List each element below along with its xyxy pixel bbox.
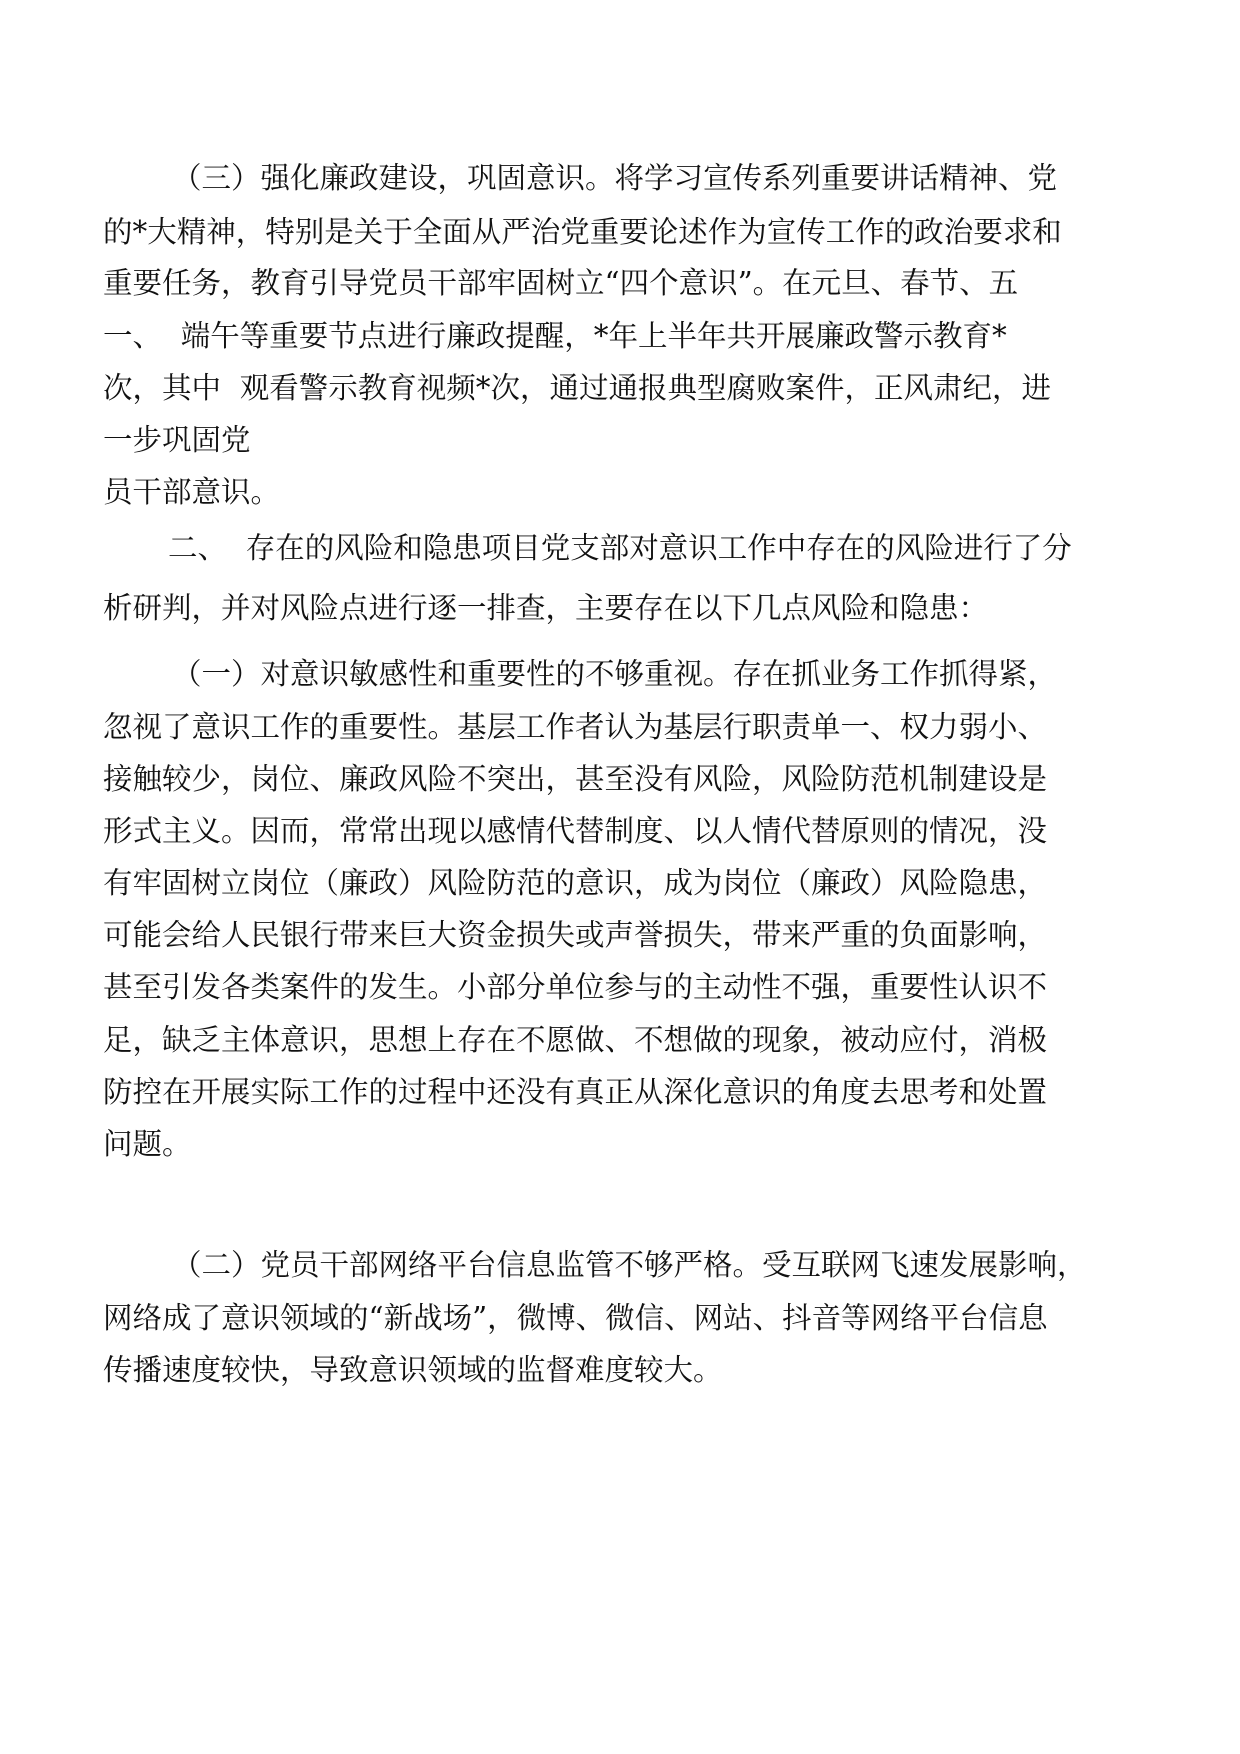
body-text-line: 甚至引发各类案件的发生。小部分单位参与的主动性不强，重要性认识不: [103, 970, 1048, 1004]
body-text-line: 的*大精神，特别是关于全面从严治党重要论述作为宣传工作的政治要求和: [103, 215, 1062, 249]
body-text-line: 问题。: [103, 1127, 192, 1161]
body-text-line: 次，其中 观看警示教育视频*次，通过通报典型腐败案件，正风肃纪，进: [103, 371, 1052, 405]
body-text-line: 可能会给人民银行带来巨大资金损失或声誉损失，带来严重的负面影响，: [103, 918, 1048, 952]
body-text-line: 接触较少，岗位、廉政风险不突出，甚至没有风险，风险防范机制建设是: [103, 762, 1048, 796]
body-text-line: 有牢固树立岗位（廉政）风险防范的意识，成为岗位（廉政）风险隐患，: [103, 866, 1048, 900]
body-text-line: （一）对意识敏感性和重要性的不够重视。存在抓业务工作抓得紧，: [172, 657, 1058, 691]
section-heading-line: 二、 存在的风险和隐患项目党支部对意识工作中存在的风险进行了分: [168, 531, 1072, 565]
body-text-line: 忽视了意识工作的重要性。基层工作者认为基层行职责单一、权力弱小、: [103, 710, 1048, 744]
body-text-line: 一步巩固党: [103, 423, 251, 457]
body-text-line: （二）党员干部网络平台信息监管不够严格。受互联网飞速发展影响，: [172, 1248, 1087, 1282]
body-text-line: 重要任务，教育引导党员干部牢固树立“四个意识”。在元旦、春节、五: [103, 266, 1019, 300]
body-text-line: （三）强化廉政建设，巩固意识。将学习宣传系列重要讲话精神、党: [172, 161, 1058, 195]
body-text-line: 形式主义。因而，常常出现以感情代替制度、以人情代替原则的情况，没: [103, 814, 1048, 848]
body-text-line: 防控在开展实际工作的过程中还没有真正从深化意识的角度去思考和处置: [103, 1075, 1048, 1109]
body-text-line: 一、 端午等重要节点进行廉政提醒，*年上半年共开展廉政警示教育*: [103, 319, 1007, 353]
body-text-line: 析研判，并对风险点进行逐一排查，主要存在以下几点风险和隐患：: [103, 591, 989, 625]
body-text-line: 网络成了意识领域的“新战场”，微博、微信、网站、抖音等网络平台信息: [103, 1301, 1048, 1335]
body-text-line: 传播速度较快，导致意识领域的监督难度较大。: [103, 1353, 723, 1387]
body-text-line: 员干部意识。: [103, 475, 281, 509]
body-text-line: 足，缺乏主体意识，思想上存在不愿做、不想做的现象，被动应付，消极: [103, 1023, 1048, 1057]
